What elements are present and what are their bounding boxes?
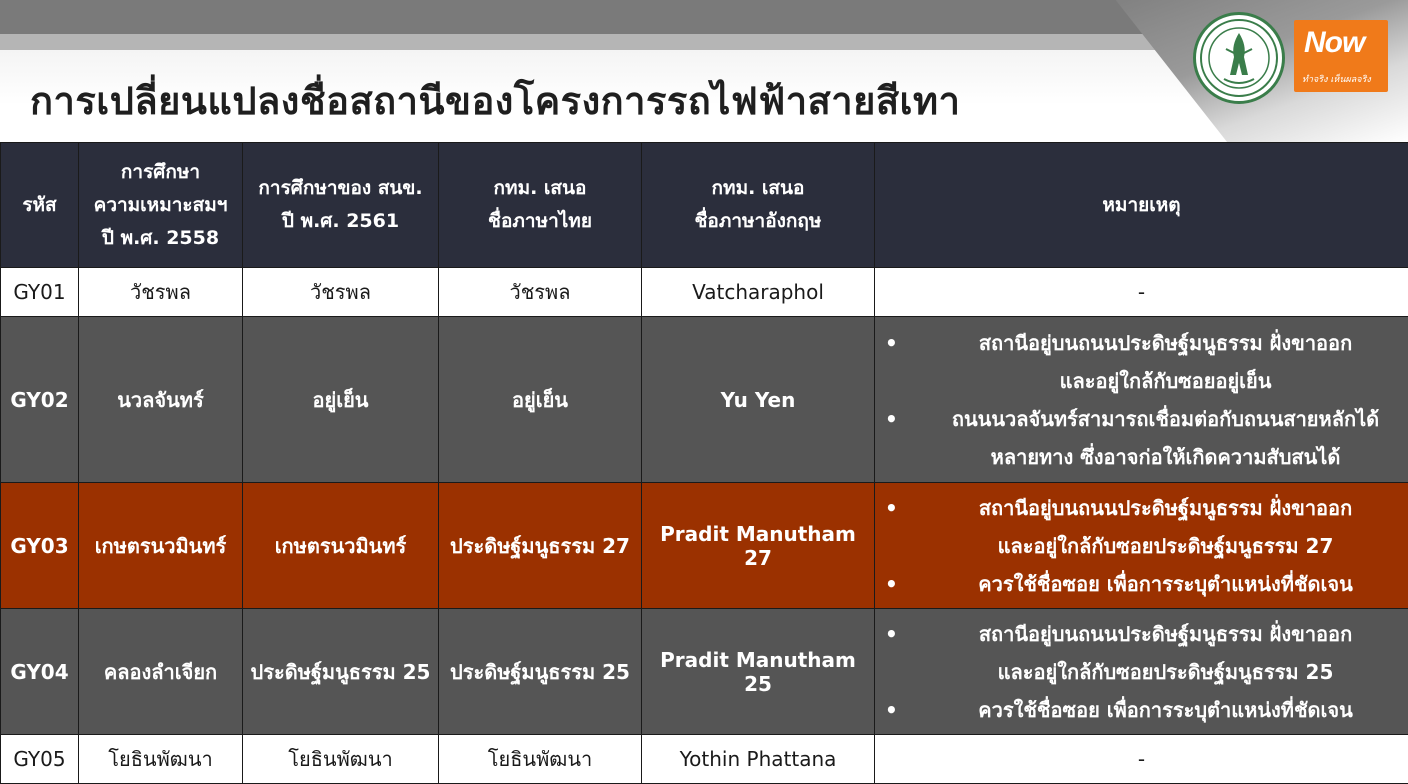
cell-thai-name: วัชรพล [439,268,642,317]
cell-code: GY04 [1,609,79,735]
remark-bullet: • ถนนนวลจันทร์สามารถเชื่อมต่อกับถนนสายหลักได้ หลายทาง ซึ่งอาจก่อให้เกิดความสับสนได้ [927,400,1404,476]
cell-english-name: Vatcharaphol [642,268,875,317]
cell-remark [875,317,1408,483]
header-thai-name: กทม. เสนอ ชื่อภาษาไทย [439,143,642,268]
cell-code: GY05 [1,735,79,784]
table-row [1,609,1408,735]
table-row [1,735,1408,784]
cell-remark [875,483,1408,609]
cell-english-name: Pradit Manutham 27 [642,483,875,609]
cell-english-name: Pradit Manutham 25 [642,609,875,735]
cell-remark: - [875,268,1408,317]
cell-thai-name: ประดิษฐ์มนูธรรม 27 [439,483,642,609]
cell-study-2558: คลองลำเจียก [79,609,243,735]
now-logo-word: Now [1304,26,1364,60]
page-title: การเปลี่ยนแปลงชื่อสถานีของโครงการรถไฟฟ้าสายสีเทา [30,70,960,131]
cell-study-2561: วัชรพล [243,268,439,317]
header-study-2558: การศึกษา ความเหมาะสมฯ ปี พ.ศ. 2558 [79,143,243,268]
cell-study-2558: นวลจันทร์ [79,317,243,483]
table-header-row [1,143,1408,268]
cell-study-2558: วัชรพล [79,268,243,317]
cell-study-2561: อยู่เย็น [243,317,439,483]
cell-code: GY01 [1,268,79,317]
header-remark: หมายเหตุ [875,143,1408,268]
now-logo-tagline: ทำจริง เห็นผลจริง [1302,72,1371,86]
remark-bullet: • สถานีอยู่บนถนนประดิษฐ์มนูธรรม ฝั่งขาออก และอยู่ใกล้กับซอยประดิษฐ์มนูธรรม 27 [927,489,1404,565]
header-study-2561: การศึกษาของ สนข. ปี พ.ศ. 2561 [243,143,439,268]
table-row [1,268,1408,317]
now-logo [1294,20,1388,92]
cell-thai-name: อยู่เย็น [439,317,642,483]
cell-remark [875,609,1408,735]
cell-study-2561: โยธินพัฒนา [243,735,439,784]
cell-thai-name: ประดิษฐ์มนูธรรม 25 [439,609,642,735]
cell-thai-name: โยธินพัฒนา [439,735,642,784]
cell-code: GY02 [1,317,79,483]
cell-study-2561: เกษตรนวมินทร์ [243,483,439,609]
table-row [1,317,1408,483]
cell-remark: - [875,735,1408,784]
remark-bullet: • ควรใช้ชื่อซอย เพื่อการระบุตำแหน่งที่ชัดเจน [927,565,1404,603]
remark-bullet: • สถานีอยู่บนถนนประดิษฐ์มนูธรรม ฝั่งขาออก และอยู่ใกล้กับซอยอยู่เย็น [927,324,1404,400]
table-row-highlighted [1,483,1408,609]
header-code: รหัส [1,143,79,268]
bangkok-seal-icon [1193,12,1285,104]
remark-bullet: • สถานีอยู่บนถนนประดิษฐ์มนูธรรม ฝั่งขาออก และอยู่ใกล้กับซอยประดิษฐ์มนูธรรม 25 [927,615,1404,691]
cell-english-name: Yothin Phattana [642,735,875,784]
station-rename-table [0,142,1408,784]
cell-study-2558: เกษตรนวมินทร์ [79,483,243,609]
cell-study-2561: ประดิษฐ์มนูธรรม 25 [243,609,439,735]
remark-bullet: • ควรใช้ชื่อซอย เพื่อการระบุตำแหน่งที่ชัดเจน [927,691,1404,729]
cell-english-name: Yu Yen [642,317,875,483]
cell-code: GY03 [1,483,79,609]
header-english-name: กทม. เสนอ ชื่อภาษาอังกฤษ [642,143,875,268]
cell-study-2558: โยธินพัฒนา [79,735,243,784]
